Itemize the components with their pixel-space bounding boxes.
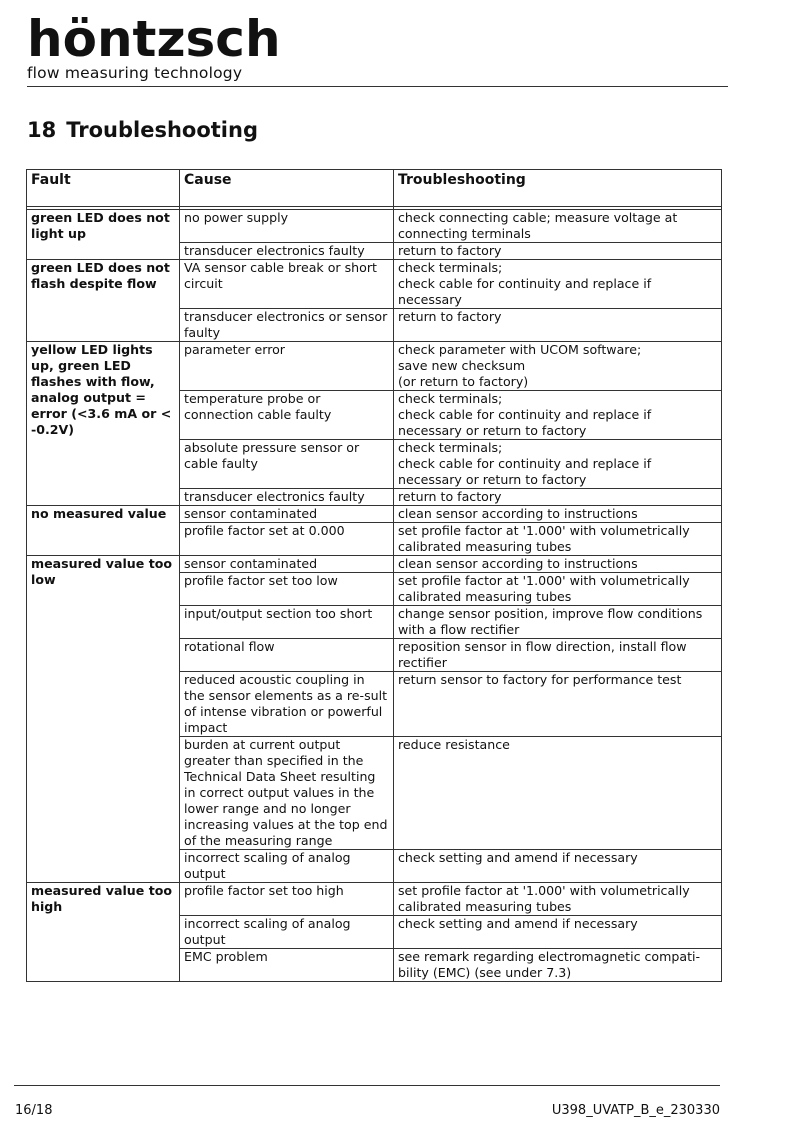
page-title	[27, 118, 258, 142]
troubleshooting-cell: return to factory	[394, 489, 722, 506]
cause-cell: EMC problem	[180, 949, 394, 982]
table-row	[27, 342, 722, 391]
fault-cell: measured value too low	[27, 556, 180, 883]
troubleshooting-cell: set profile factor at '1.000' with volumetrically calibrated measuring tubes	[394, 523, 722, 556]
cause-cell: profile factor set too low	[180, 573, 394, 606]
troubleshooting-cell: check terminals; check cable for continuity and replace if necessary or return to factory	[394, 440, 722, 489]
cause-cell: incorrect scaling of analog output	[180, 916, 394, 949]
troubleshooting-cell: check setting and amend if necessary	[394, 916, 722, 949]
cause-cell: reduced acoustic coupling in the sensor elements as a re-sult of intense vibration or powerful impact	[180, 672, 394, 737]
troubleshooting-cell: clean sensor according to instructions	[394, 506, 722, 523]
cause-cell: rotational flow	[180, 639, 394, 672]
document-id: U398_UVATP_B_e_230330	[551, 1103, 720, 1118]
table-row	[27, 506, 722, 523]
fault-cell: green LED does not light up	[27, 210, 180, 260]
brand-logo	[27, 14, 287, 62]
troubleshooting-cell: return to factory	[394, 309, 722, 342]
column-header-fault: Fault	[27, 170, 180, 207]
column-header-cause: Cause	[180, 170, 394, 207]
cause-cell: parameter error	[180, 342, 394, 391]
cause-cell: sensor contaminated	[180, 506, 394, 523]
cause-cell: absolute pressure sensor or cable faulty	[180, 440, 394, 489]
brand-logo-text: höntzsch	[27, 14, 281, 62]
table-row	[27, 556, 722, 573]
table-header-row	[27, 170, 722, 207]
cause-cell: profile factor set at 0.000	[180, 523, 394, 556]
cause-cell: transducer electronics or sensor faulty	[180, 309, 394, 342]
troubleshooting-cell: check connecting cable; measure voltage at connecting terminals	[394, 210, 722, 243]
troubleshooting-cell: check terminals; check cable for continuity and replace if necessary or return to factory	[394, 391, 722, 440]
cause-cell: no power supply	[180, 210, 394, 243]
fault-cell: measured value too high	[27, 883, 180, 982]
cause-cell: burden at current output greater than specified in the Technical Data Sheet resulting in correct output values in the lower range and no longer increasing values at the top end of the measuring range	[180, 737, 394, 850]
troubleshooting-cell: reposition sensor in flow direction, install flow rectifier	[394, 639, 722, 672]
table-row	[27, 260, 722, 309]
cause-cell: incorrect scaling of analog output	[180, 850, 394, 883]
cause-cell: input/output section too short	[180, 606, 394, 639]
troubleshooting-cell: check parameter with UCOM software; save new checksum (or return to factory)	[394, 342, 722, 391]
section-title-text: Troubleshooting	[66, 118, 258, 142]
section-number: 18	[27, 118, 57, 142]
cause-cell: transducer electronics faulty	[180, 243, 394, 260]
fault-cell: green LED does not flash despite flow	[27, 260, 180, 342]
troubleshooting-cell: check terminals; check cable for continuity and replace if necessary	[394, 260, 722, 309]
column-header-troubleshooting: Troubleshooting	[394, 170, 722, 207]
cause-cell: VA sensor cable break or short circuit	[180, 260, 394, 309]
cause-cell: temperature probe or connection cable faulty	[180, 391, 394, 440]
troubleshooting-cell: reduce resistance	[394, 737, 722, 850]
table-row	[27, 883, 722, 916]
troubleshooting-cell: change sensor position, improve flow conditions with a flow rectifier	[394, 606, 722, 639]
cause-cell: sensor contaminated	[180, 556, 394, 573]
footer-divider	[14, 1085, 720, 1086]
troubleshooting-cell: set profile factor at '1.000' with volumetrically calibrated measuring tubes	[394, 573, 722, 606]
troubleshooting-cell: return to factory	[394, 243, 722, 260]
troubleshooting-cell: see remark regarding electromagnetic compati-bility (EMC) (see under 7.3)	[394, 949, 722, 982]
table-row	[27, 210, 722, 243]
troubleshooting-cell: check setting and amend if necessary	[394, 850, 722, 883]
brand-tagline: flow measuring technology	[27, 64, 243, 82]
cause-cell: profile factor set too high	[180, 883, 394, 916]
troubleshooting-cell: clean sensor according to instructions	[394, 556, 722, 573]
table-body	[27, 207, 722, 982]
page-number: 16/18	[15, 1103, 53, 1118]
troubleshooting-cell: set profile factor at '1.000' with volumetrically calibrated measuring tubes	[394, 883, 722, 916]
cause-cell: transducer electronics faulty	[180, 489, 394, 506]
troubleshooting-cell: return sensor to factory for performance test	[394, 672, 722, 737]
fault-cell: yellow LED lights up, green LED flashes with flow, analog output = error (<3.6 mA or < -0.2V)	[27, 342, 180, 506]
fault-cell: no measured value	[27, 506, 180, 556]
header-divider	[27, 86, 728, 87]
troubleshooting-table	[26, 169, 722, 982]
